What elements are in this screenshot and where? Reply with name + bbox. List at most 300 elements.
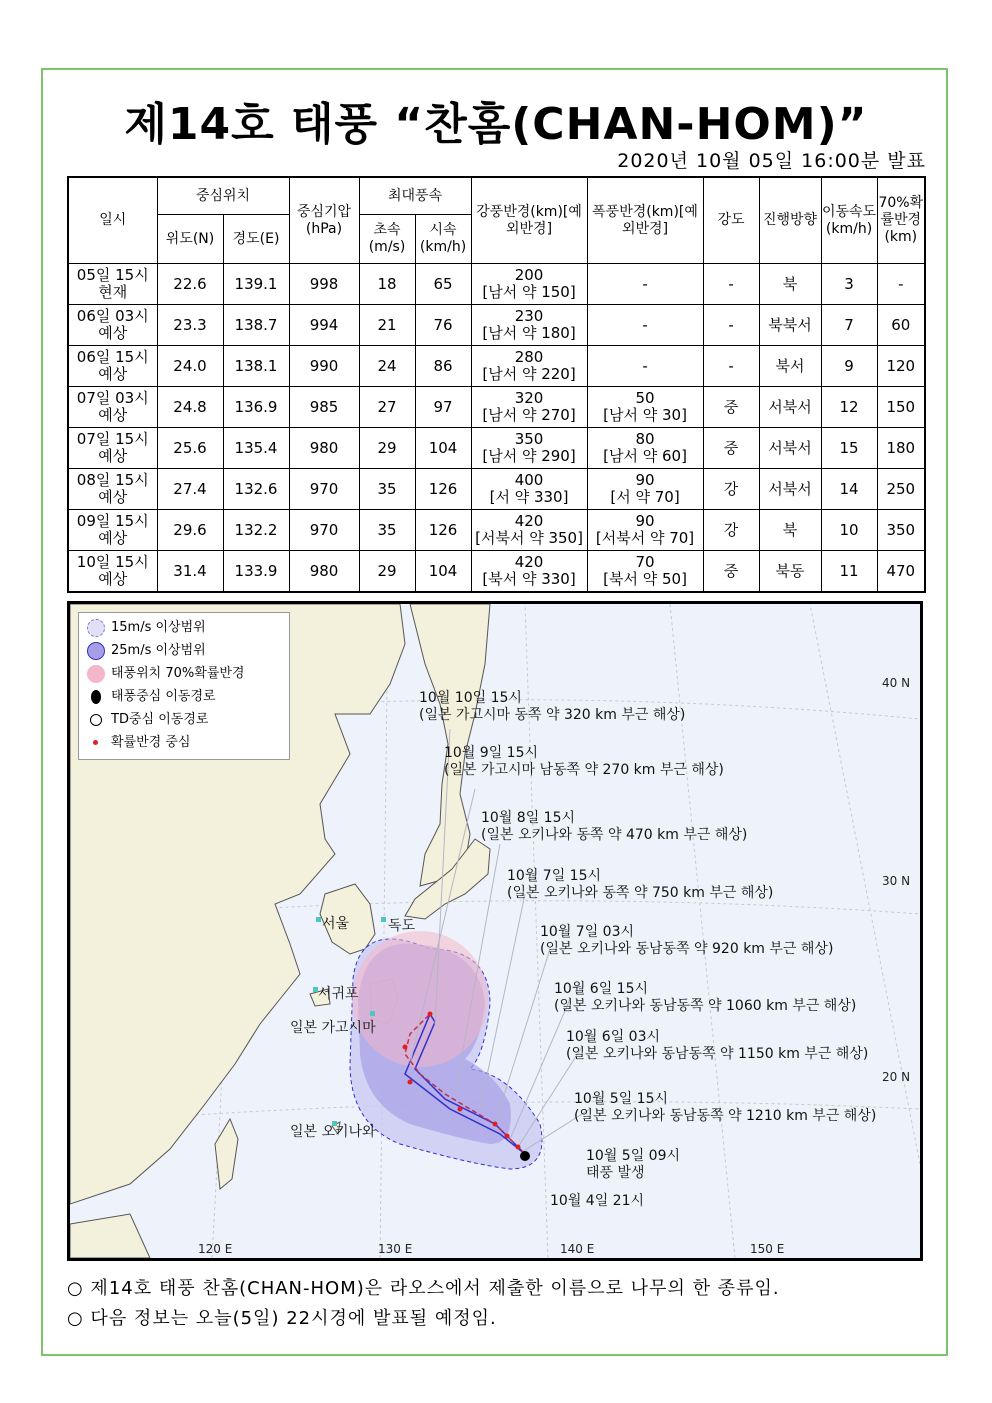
cell-datetime-value: 06일 03시 bbox=[76, 307, 149, 325]
cell-direction-value: 서북서 bbox=[768, 479, 812, 498]
cell-wind-kmh-value: 126 bbox=[428, 520, 458, 539]
cell-storm-radius bbox=[587, 264, 703, 305]
cell-prob70-value: 180 bbox=[886, 438, 916, 457]
cell-storm-radius-value: 90 bbox=[635, 512, 655, 530]
cell-prob70-value: 350 bbox=[886, 520, 916, 539]
place-seogwipo: 서귀포 bbox=[318, 986, 359, 1002]
cell-gale-radius bbox=[471, 469, 587, 510]
annotation-location: (일본 오키나와 동쪽 약 750 km 부근 해상) bbox=[507, 885, 774, 901]
cell-wind-ms bbox=[359, 510, 415, 551]
table-row bbox=[68, 469, 925, 510]
annotation-time: 10월 7일 03시 bbox=[540, 924, 635, 940]
cell-storm-radius-detail: [서 약 70] bbox=[610, 488, 680, 506]
cell-wind-kmh bbox=[415, 305, 471, 346]
cell-lon-value: 139.1 bbox=[234, 274, 278, 293]
cell-datetime bbox=[68, 510, 157, 551]
cell-speed-value: 11 bbox=[839, 561, 859, 580]
cell-speed bbox=[821, 551, 877, 593]
cell-datetime bbox=[68, 387, 157, 428]
cell-prob70-value: - bbox=[898, 274, 904, 293]
cell-wind-kmh bbox=[415, 510, 471, 551]
cell-storm-radius-value: 70 bbox=[635, 553, 655, 571]
cell-datetime-detail: 예상 bbox=[98, 365, 128, 383]
cell-intensity bbox=[703, 428, 759, 469]
cell-speed bbox=[821, 510, 877, 551]
table-row bbox=[68, 305, 925, 346]
header-datetime: 일시 bbox=[68, 177, 157, 264]
cell-direction-value: 서북서 bbox=[768, 438, 812, 457]
cell-storm-radius bbox=[587, 387, 703, 428]
cell-gale-radius-value: 420 bbox=[514, 512, 544, 530]
cell-direction-value: 북서 bbox=[775, 356, 805, 375]
track-annotation bbox=[481, 810, 747, 844]
cell-datetime-detail: 예상 bbox=[98, 406, 128, 424]
cell-pressure bbox=[289, 264, 359, 305]
cell-wind-ms-value: 21 bbox=[377, 315, 397, 334]
cell-lon bbox=[223, 305, 289, 346]
cell-wind-ms-value: 24 bbox=[377, 356, 397, 375]
cell-lon-value: 138.7 bbox=[234, 315, 278, 334]
table-row bbox=[68, 264, 925, 305]
cell-datetime-value: 07일 15시 bbox=[76, 430, 149, 448]
typhoon-symbol bbox=[520, 1151, 530, 1161]
cell-intensity bbox=[703, 346, 759, 387]
cell-intensity bbox=[703, 510, 759, 551]
track-annotation bbox=[444, 745, 724, 779]
lat-label-20: 20 N bbox=[882, 1070, 911, 1084]
cell-wind-kmh bbox=[415, 551, 471, 593]
cell-gale-radius bbox=[471, 551, 587, 593]
cell-wind-ms-value: 18 bbox=[377, 274, 397, 293]
table-row bbox=[68, 346, 925, 387]
cell-lon-value: 135.4 bbox=[234, 438, 278, 457]
cell-direction bbox=[759, 551, 821, 593]
cell-lon-value: 132.6 bbox=[234, 479, 278, 498]
cell-intensity bbox=[703, 264, 759, 305]
cell-datetime-detail: 예상 bbox=[98, 447, 128, 465]
cell-datetime bbox=[68, 428, 157, 469]
annotation-location: (일본 오키나와 동쪽 약 470 km 부근 해상) bbox=[481, 827, 748, 843]
cell-gale-radius-detail: [북서 약 330] bbox=[482, 570, 576, 588]
cell-gale-radius bbox=[471, 264, 587, 305]
cell-storm-radius-detail: [서북서 약 70] bbox=[595, 529, 695, 547]
map-legend bbox=[78, 612, 290, 760]
cell-storm-radius bbox=[587, 551, 703, 593]
annotation-time: 10월 5일 09시 bbox=[586, 1148, 681, 1164]
cell-lat-value: 24.8 bbox=[173, 397, 207, 416]
cell-gale-radius-detail: [서북서 약 350] bbox=[475, 529, 583, 547]
cell-speed bbox=[821, 387, 877, 428]
annotation-time: 10월 5일 15시 bbox=[574, 1091, 669, 1107]
cell-pressure bbox=[289, 305, 359, 346]
legend-item bbox=[87, 640, 206, 662]
cell-gale-radius-value: 400 bbox=[514, 471, 544, 489]
cell-lon-value: 138.1 bbox=[234, 356, 278, 375]
cell-direction bbox=[759, 264, 821, 305]
note-next: ○ 다음 정보는 오늘(5일) 22시경에 발표될 예정임. bbox=[67, 1308, 497, 1329]
track-annotation bbox=[574, 1091, 876, 1125]
cell-wind-kmh bbox=[415, 346, 471, 387]
cell-prob70 bbox=[877, 469, 925, 510]
cell-wind-ms-value: 27 bbox=[377, 397, 397, 416]
annotation-time: 10월 6일 03시 bbox=[566, 1029, 661, 1045]
cell-lon bbox=[223, 510, 289, 551]
cell-direction-value: 북 bbox=[782, 274, 798, 293]
cell-datetime-detail: 예상 bbox=[98, 529, 128, 547]
header-storm-radius: 폭풍반경(km)[예외반경] bbox=[587, 177, 703, 264]
cell-lat bbox=[157, 387, 223, 428]
cell-prob70 bbox=[877, 264, 925, 305]
cell-direction bbox=[759, 305, 821, 346]
track-annotation bbox=[507, 868, 773, 902]
lon-label-120: 120 E bbox=[198, 1242, 233, 1256]
cell-wind-kmh bbox=[415, 428, 471, 469]
typhoon-symbol-icon bbox=[91, 690, 101, 704]
annotation-location: (일본 가고시마 남동쪽 약 270 km 부근 해상) bbox=[444, 762, 724, 778]
cell-lat-value: 23.3 bbox=[173, 315, 207, 334]
cell-intensity bbox=[703, 387, 759, 428]
track-annotation bbox=[554, 981, 856, 1015]
dark-circle-icon bbox=[87, 642, 105, 660]
legend-label: 태풍중심 이동경로 bbox=[111, 689, 216, 704]
cell-datetime bbox=[68, 346, 157, 387]
cell-speed bbox=[821, 305, 877, 346]
cell-gale-radius-value: 350 bbox=[514, 430, 544, 448]
cell-wind-ms-value: 35 bbox=[377, 520, 397, 539]
cell-pressure-value: 980 bbox=[309, 438, 339, 457]
header-gale-radius: 강풍반경(km)[예외반경] bbox=[471, 177, 587, 264]
cell-gale-radius-detail: [남서 약 150] bbox=[482, 283, 576, 301]
cell-intensity-value: 중 bbox=[723, 397, 739, 416]
cell-prob70 bbox=[877, 305, 925, 346]
cell-speed-value: 15 bbox=[839, 438, 859, 457]
td-symbol-icon bbox=[90, 714, 102, 726]
cell-speed-value: 12 bbox=[839, 397, 859, 416]
cell-lat-value: 25.6 bbox=[173, 438, 207, 457]
cell-speed-value: 9 bbox=[844, 356, 854, 375]
cell-storm-radius-value: 80 bbox=[635, 430, 655, 448]
cell-direction bbox=[759, 346, 821, 387]
cell-wind-kmh-value: 104 bbox=[428, 561, 458, 580]
cell-datetime-detail: 예상 bbox=[98, 488, 128, 506]
legend-label: 태풍위치 70%확률반경 bbox=[111, 666, 245, 681]
cell-pressure bbox=[289, 469, 359, 510]
cell-speed bbox=[821, 428, 877, 469]
cell-wind-ms-value: 29 bbox=[377, 561, 397, 580]
cell-gale-radius-value: 200 bbox=[514, 266, 544, 284]
cell-wind-kmh-value: 126 bbox=[428, 479, 458, 498]
cell-direction-value: 서북서 bbox=[768, 397, 812, 416]
cell-datetime-value: 08일 15시 bbox=[76, 471, 149, 489]
cell-lon bbox=[223, 551, 289, 593]
cell-wind-kmh-value: 65 bbox=[433, 274, 453, 293]
cell-lon-value: 132.2 bbox=[234, 520, 278, 539]
cell-pressure bbox=[289, 510, 359, 551]
cell-lat bbox=[157, 346, 223, 387]
cell-lat-value: 29.6 bbox=[173, 520, 207, 539]
cell-speed-value: 3 bbox=[844, 274, 854, 293]
cell-lat bbox=[157, 510, 223, 551]
cell-gale-radius bbox=[471, 510, 587, 551]
table-row bbox=[68, 387, 925, 428]
cell-prob70-value: 60 bbox=[891, 315, 911, 334]
cell-speed-value: 7 bbox=[844, 315, 854, 334]
cell-storm-radius-detail: [북서 약 50] bbox=[603, 570, 687, 588]
cell-datetime bbox=[68, 551, 157, 593]
header-speed: 이동속도(km/h) bbox=[821, 177, 877, 264]
table-row bbox=[68, 428, 925, 469]
header-lon: 경도(E) bbox=[223, 215, 289, 264]
cell-wind-kmh-value: 104 bbox=[428, 438, 458, 457]
cell-lon bbox=[223, 387, 289, 428]
cell-datetime bbox=[68, 264, 157, 305]
cell-datetime-value: 07일 03시 bbox=[76, 389, 149, 407]
cell-storm-radius-value: - bbox=[642, 274, 648, 293]
cell-storm-radius-value: 50 bbox=[635, 389, 655, 407]
cell-datetime-value: 05일 15시 bbox=[76, 266, 149, 284]
cell-gale-radius-detail: [남서 약 180] bbox=[482, 324, 576, 342]
cell-storm-radius-detail: [남서 약 60] bbox=[603, 447, 687, 465]
cell-pressure bbox=[289, 346, 359, 387]
pink-circle-icon bbox=[87, 665, 105, 683]
legend-label: TD중심 이동경로 bbox=[111, 712, 209, 727]
cell-gale-radius bbox=[471, 305, 587, 346]
cell-intensity bbox=[703, 305, 759, 346]
legend-label: 확률반경 중심 bbox=[111, 735, 191, 750]
legend-item bbox=[87, 617, 206, 639]
cell-prob70 bbox=[877, 551, 925, 593]
cell-speed-value: 14 bbox=[839, 479, 859, 498]
cell-storm-radius bbox=[587, 469, 703, 510]
cell-wind-ms-value: 35 bbox=[377, 479, 397, 498]
cell-lat bbox=[157, 305, 223, 346]
cell-storm-radius-value: 90 bbox=[635, 471, 655, 489]
header-pressure: 중심기압(hPa) bbox=[289, 177, 359, 264]
cell-wind-ms bbox=[359, 346, 415, 387]
annotation-time: 10월 9일 15시 bbox=[444, 745, 539, 761]
cell-pressure bbox=[289, 428, 359, 469]
cell-prob70-value: 150 bbox=[886, 397, 916, 416]
cell-lat bbox=[157, 428, 223, 469]
place-okinawa: 일본 오키나와 bbox=[290, 1124, 376, 1140]
cell-lon-value: 136.9 bbox=[234, 397, 278, 416]
cell-wind-ms-value: 29 bbox=[377, 438, 397, 457]
cell-lat bbox=[157, 551, 223, 593]
annotation-time: 10월 6일 15시 bbox=[554, 981, 649, 997]
annotation-location: (일본 오키나와 동남동쪽 약 1150 km 부근 해상) bbox=[566, 1046, 869, 1062]
cell-lon bbox=[223, 469, 289, 510]
cell-wind-ms bbox=[359, 387, 415, 428]
legend-item bbox=[87, 686, 216, 708]
page-title: 제14호 태풍 “찬홈(CHAN-HOM)” bbox=[124, 99, 868, 150]
cell-pressure-value: 980 bbox=[309, 561, 339, 580]
cell-datetime-value: 06일 15시 bbox=[76, 348, 149, 366]
cell-gale-radius-detail: [남서 약 290] bbox=[482, 447, 576, 465]
track-annotation bbox=[550, 1193, 644, 1210]
legend-label: 25m/s 이상범위 bbox=[111, 643, 206, 658]
cell-wind-ms bbox=[359, 428, 415, 469]
cell-storm-radius-value: - bbox=[642, 356, 648, 375]
header-maxwind: 최대풍속 bbox=[359, 177, 471, 215]
legend-item bbox=[87, 732, 190, 754]
cell-wind-ms bbox=[359, 264, 415, 305]
legend-item bbox=[87, 709, 208, 731]
cell-prob70 bbox=[877, 346, 925, 387]
cell-storm-radius-detail: [남서 약 30] bbox=[603, 406, 687, 424]
cell-pressure-value: 994 bbox=[309, 315, 339, 334]
legend-label: 15m/s 이상범위 bbox=[111, 620, 206, 635]
cell-direction-value: 북북서 bbox=[768, 315, 812, 334]
annotation-location: (일본 가고시마 동쪽 약 320 km 부근 해상) bbox=[419, 707, 686, 723]
annotation-time: 10월 10일 15시 bbox=[419, 690, 522, 706]
cell-prob70-value: 120 bbox=[886, 356, 916, 375]
cell-gale-radius-detail: [남서 약 220] bbox=[482, 365, 576, 383]
cell-datetime bbox=[68, 305, 157, 346]
cell-datetime-detail: 현재 bbox=[98, 283, 128, 301]
cell-lat bbox=[157, 264, 223, 305]
cell-direction-value: 북동 bbox=[775, 561, 805, 580]
lon-label-130: 130 E bbox=[378, 1242, 413, 1256]
annotation-time: 10월 4일 21시 bbox=[550, 1193, 645, 1209]
cell-wind-kmh-value: 86 bbox=[433, 356, 453, 375]
annotation-location: 태풍 발생 bbox=[586, 1165, 645, 1181]
cell-storm-radius bbox=[587, 305, 703, 346]
lat-label-30: 30 N bbox=[882, 874, 911, 888]
annotation-time: 10월 8일 15시 bbox=[481, 810, 576, 826]
lon-label-150: 150 E bbox=[750, 1242, 785, 1256]
cell-direction bbox=[759, 469, 821, 510]
cell-wind-kmh bbox=[415, 264, 471, 305]
header-wind-ms: 초속(m/s) bbox=[359, 215, 415, 264]
cell-lat-value: 31.4 bbox=[173, 561, 207, 580]
cell-pressure-value: 970 bbox=[309, 520, 339, 539]
cell-speed bbox=[821, 346, 877, 387]
cell-pressure-value: 990 bbox=[309, 356, 339, 375]
cell-lon bbox=[223, 264, 289, 305]
forecast-table bbox=[67, 176, 926, 593]
cell-gale-radius-value: 230 bbox=[514, 307, 544, 325]
cell-direction bbox=[759, 387, 821, 428]
track-annotation bbox=[419, 690, 685, 724]
cell-direction-value: 북 bbox=[782, 520, 798, 539]
cell-pressure bbox=[289, 387, 359, 428]
cell-speed bbox=[821, 264, 877, 305]
cell-wind-kmh bbox=[415, 469, 471, 510]
cell-intensity-value: 강 bbox=[723, 520, 739, 539]
cell-prob70-value: 250 bbox=[886, 479, 916, 498]
annotation-location: (일본 오키나와 동남동쪽 약 1210 km 부근 해상) bbox=[574, 1108, 877, 1124]
red-dot-icon bbox=[93, 740, 98, 745]
place-seoul: 서울 bbox=[322, 916, 350, 932]
cell-intensity bbox=[703, 469, 759, 510]
cell-datetime bbox=[68, 469, 157, 510]
cell-pressure-value: 970 bbox=[309, 479, 339, 498]
cell-datetime-value: 10일 15시 bbox=[76, 553, 149, 571]
light-circle-icon bbox=[87, 619, 105, 637]
cell-speed-value: 10 bbox=[839, 520, 859, 539]
cell-pressure bbox=[289, 551, 359, 593]
cell-storm-radius bbox=[587, 428, 703, 469]
cell-prob70 bbox=[877, 510, 925, 551]
cell-wind-ms bbox=[359, 305, 415, 346]
cell-gale-radius-value: 420 bbox=[514, 553, 544, 571]
cell-datetime-detail: 예상 bbox=[98, 570, 128, 588]
lon-label-140: 140 E bbox=[560, 1242, 595, 1256]
cell-intensity-value: 중 bbox=[723, 561, 739, 580]
annotation-location: (일본 오키나와 동남동쪽 약 1060 km 부근 해상) bbox=[554, 998, 857, 1014]
track-annotation bbox=[586, 1148, 680, 1182]
cell-gale-radius-value: 280 bbox=[514, 348, 544, 366]
cell-intensity-value: 중 bbox=[723, 438, 739, 457]
cell-lon bbox=[223, 346, 289, 387]
note-name: ○ 제14호 태풍 찬홈(CHAN-HOM)은 라오스에서 제출한 이름으로 나무의 한 종류임. bbox=[67, 1278, 780, 1299]
cell-datetime-detail: 예상 bbox=[98, 324, 128, 342]
header-center: 중심위치 bbox=[157, 177, 289, 215]
track-annotation bbox=[566, 1029, 868, 1063]
cell-prob70 bbox=[877, 387, 925, 428]
cell-lat-value: 27.4 bbox=[173, 479, 207, 498]
cell-lat bbox=[157, 469, 223, 510]
cell-intensity-value: - bbox=[728, 274, 734, 293]
cell-lat-value: 24.0 bbox=[173, 356, 207, 375]
cell-gale-radius-detail: [서 약 330] bbox=[489, 488, 569, 506]
cell-direction bbox=[759, 428, 821, 469]
cell-gale-radius bbox=[471, 428, 587, 469]
cell-gale-radius bbox=[471, 346, 587, 387]
legend-item bbox=[87, 663, 245, 685]
annotation-location: (일본 오키나와 동남동쪽 약 920 km 부근 해상) bbox=[540, 941, 834, 957]
cell-lon-value: 133.9 bbox=[234, 561, 278, 580]
cell-gale-radius-detail: [남서 약 270] bbox=[482, 406, 576, 424]
header-intensity: 강도 bbox=[703, 177, 759, 264]
cell-prob70 bbox=[877, 428, 925, 469]
cell-datetime-value: 09일 15시 bbox=[76, 512, 149, 530]
track-annotation bbox=[540, 924, 833, 958]
typhoon-track-map bbox=[67, 601, 923, 1261]
cell-wind-kmh bbox=[415, 387, 471, 428]
table-row bbox=[68, 510, 925, 551]
cell-intensity-value: 강 bbox=[723, 479, 739, 498]
header-lat: 위도(N) bbox=[157, 215, 223, 264]
cell-wind-ms bbox=[359, 469, 415, 510]
header-direction: 진행방향 bbox=[759, 177, 821, 264]
place-dokdo: 독도 bbox=[388, 918, 416, 934]
cell-storm-radius bbox=[587, 510, 703, 551]
cell-intensity-value: - bbox=[728, 315, 734, 334]
cell-pressure-value: 985 bbox=[309, 397, 339, 416]
header-prob70: 70%확률반경(km) bbox=[877, 177, 925, 264]
issued-time: 2020년 10월 05일 16:00분 발표 bbox=[617, 150, 926, 172]
place-kagoshima: 일본 가고시마 bbox=[290, 1020, 376, 1036]
cell-pressure-value: 998 bbox=[309, 274, 339, 293]
annotation-time: 10월 7일 15시 bbox=[507, 868, 602, 884]
cell-intensity bbox=[703, 551, 759, 593]
lat-label-40: 40 N bbox=[882, 676, 911, 690]
cell-gale-radius bbox=[471, 387, 587, 428]
cell-wind-kmh-value: 76 bbox=[433, 315, 453, 334]
cell-lat-value: 22.6 bbox=[173, 274, 207, 293]
table-row bbox=[68, 551, 925, 593]
cell-gale-radius-value: 320 bbox=[514, 389, 544, 407]
cell-storm-radius-value: - bbox=[642, 315, 648, 334]
cell-intensity-value: - bbox=[728, 356, 734, 375]
header-wind-kmh: 시속(km/h) bbox=[415, 215, 471, 264]
cell-prob70-value: 470 bbox=[886, 561, 916, 580]
cell-speed bbox=[821, 469, 877, 510]
cell-wind-ms bbox=[359, 551, 415, 593]
cell-wind-kmh-value: 97 bbox=[433, 397, 453, 416]
cell-direction bbox=[759, 510, 821, 551]
